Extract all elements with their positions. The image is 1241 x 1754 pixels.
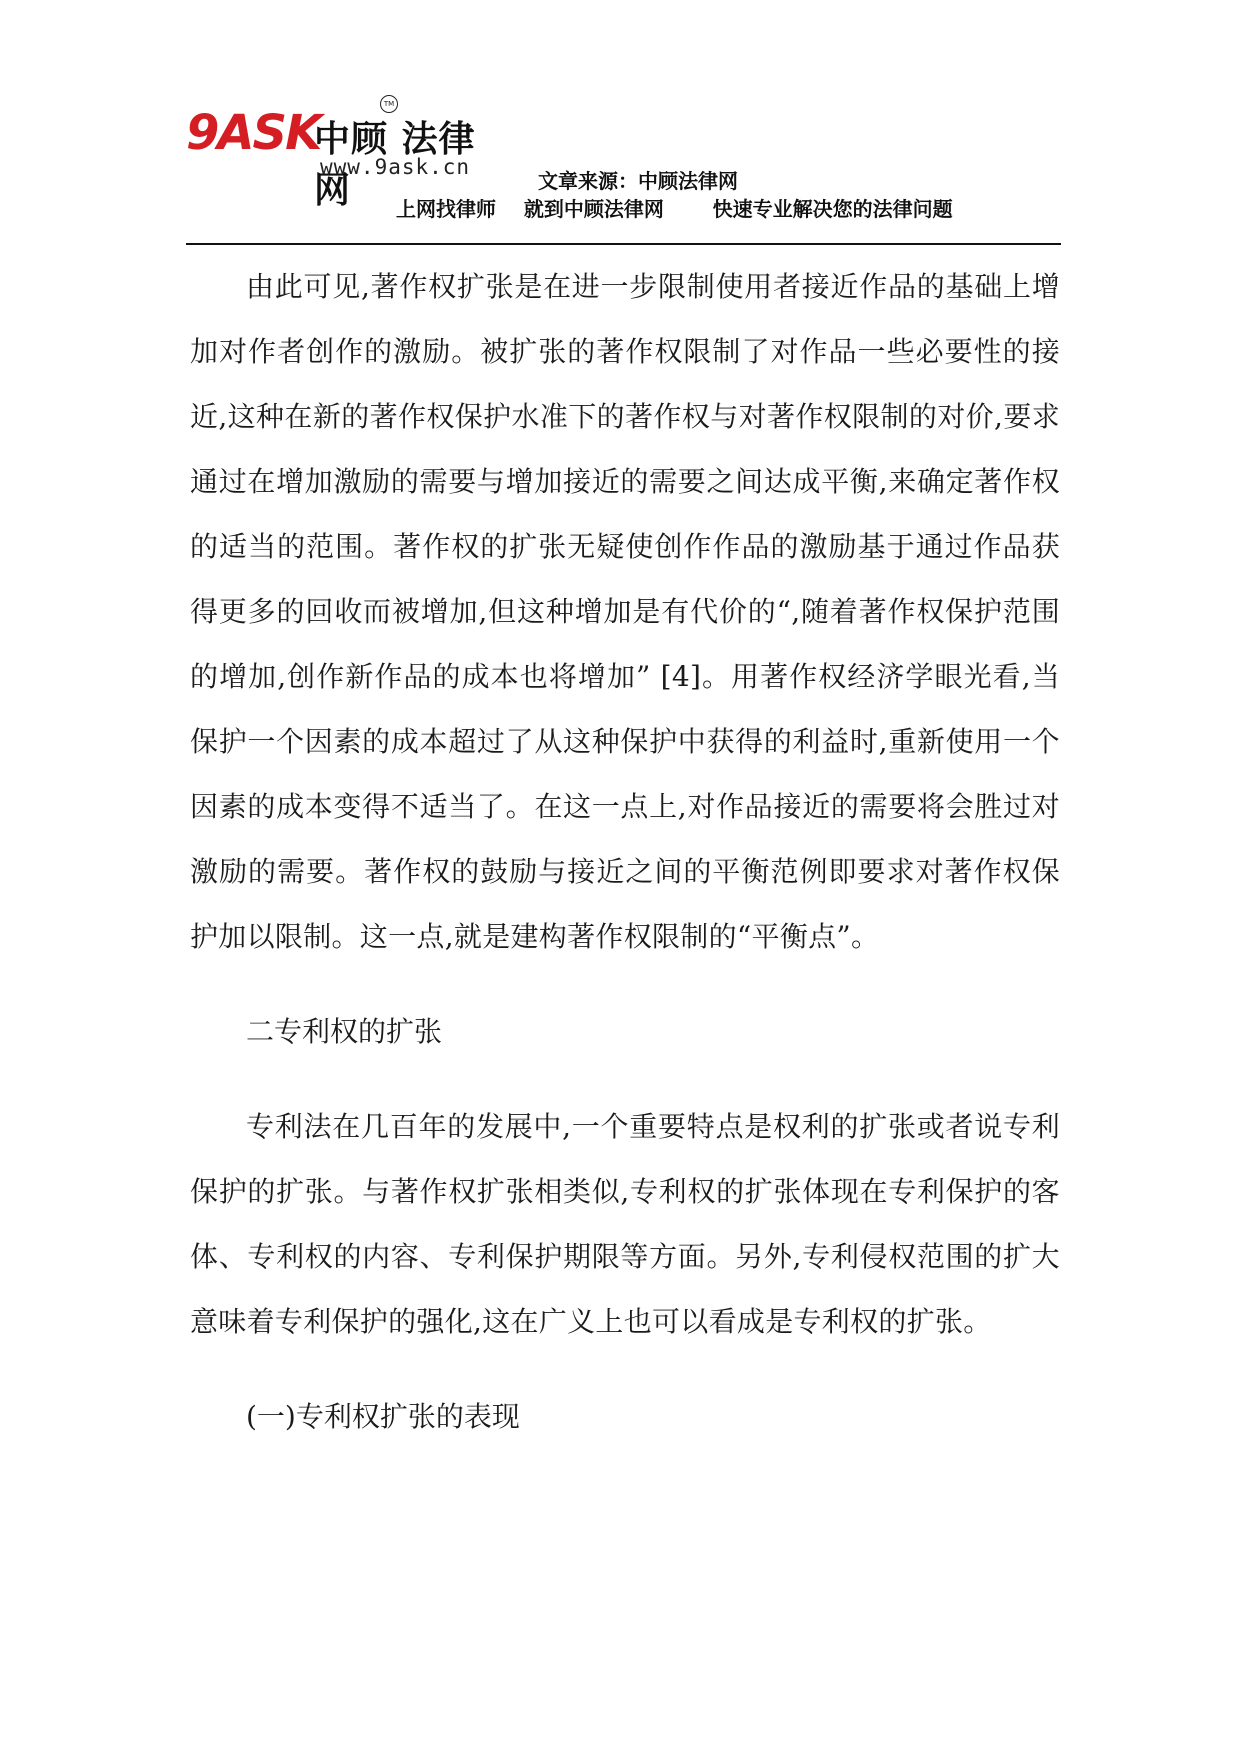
logo-url: www.9ask.cn — [320, 155, 471, 179]
paragraph-2: 专利法在几百年的发展中,一个重要特点是权利的扩张或者说专利保护的扩张。与著作权扩张相类似,专利权的扩张体现在专利保护的客体、专利权的内容、专利保护期限等方面。另外,专利侵权范围的扩大意味着专利保护的强化,这在广义上也可以看成是专利权的扩张。 — [190, 1110, 1060, 1338]
paragraph-gap — [190, 1354, 1060, 1384]
section-heading-patent-expansion: 二专利权的扩张 — [246, 1015, 443, 1048]
subsection-heading-manifestation: (一)专利权扩张的表现 — [246, 1400, 520, 1433]
paragraph-gap — [190, 1064, 1060, 1094]
paragraph-gap — [190, 969, 1060, 999]
site-logo[interactable] — [186, 95, 506, 211]
page-header — [186, 95, 1061, 245]
paragraph-1: 由此可见,著作权扩张是在进一步限制使用者接近作品的基础上增加对作者创作的激励。被扩张的著作权限制了对作品一些必要性的接近,这种在新的著作权保护水准下的著作权与对著作权限制的对价,要求通过在增加激励的需要与增加接近的需要之间达成平衡,来确定著作权的适当的范围。著作权的扩张无疑使创作作品的激励基于通过作品获得更多的回收而被增加,但这种增加是有代价的“,随着著作权保护范围的增加,创作新作品的成本也将增加” [4]。用著作权经济学眼光看,当保护一个因素的成本超过了从这种保护中获得的利益时,重新使用一个因素的成本变得不适当了。在这一点上,对作品接近的需要将会胜过对激励的需要。著作权的鼓励与接近之间的平衡范例即要求对著作权保护加以限制。这一点,就是建构著作权限制的“平衡点”。 — [190, 270, 1060, 953]
logo-mark: 9ASK — [186, 105, 321, 161]
article-body — [190, 254, 1060, 1449]
trademark-icon: TM — [380, 95, 398, 113]
article-source: 文章来源：中顾法律网 — [538, 169, 738, 193]
header-tagline: 上网找律师 就到中顾法律网 快速专业解决您的法律问题 — [396, 197, 953, 221]
header-divider — [186, 243, 1061, 245]
logo-name: 中顾 法律网 — [314, 119, 476, 211]
